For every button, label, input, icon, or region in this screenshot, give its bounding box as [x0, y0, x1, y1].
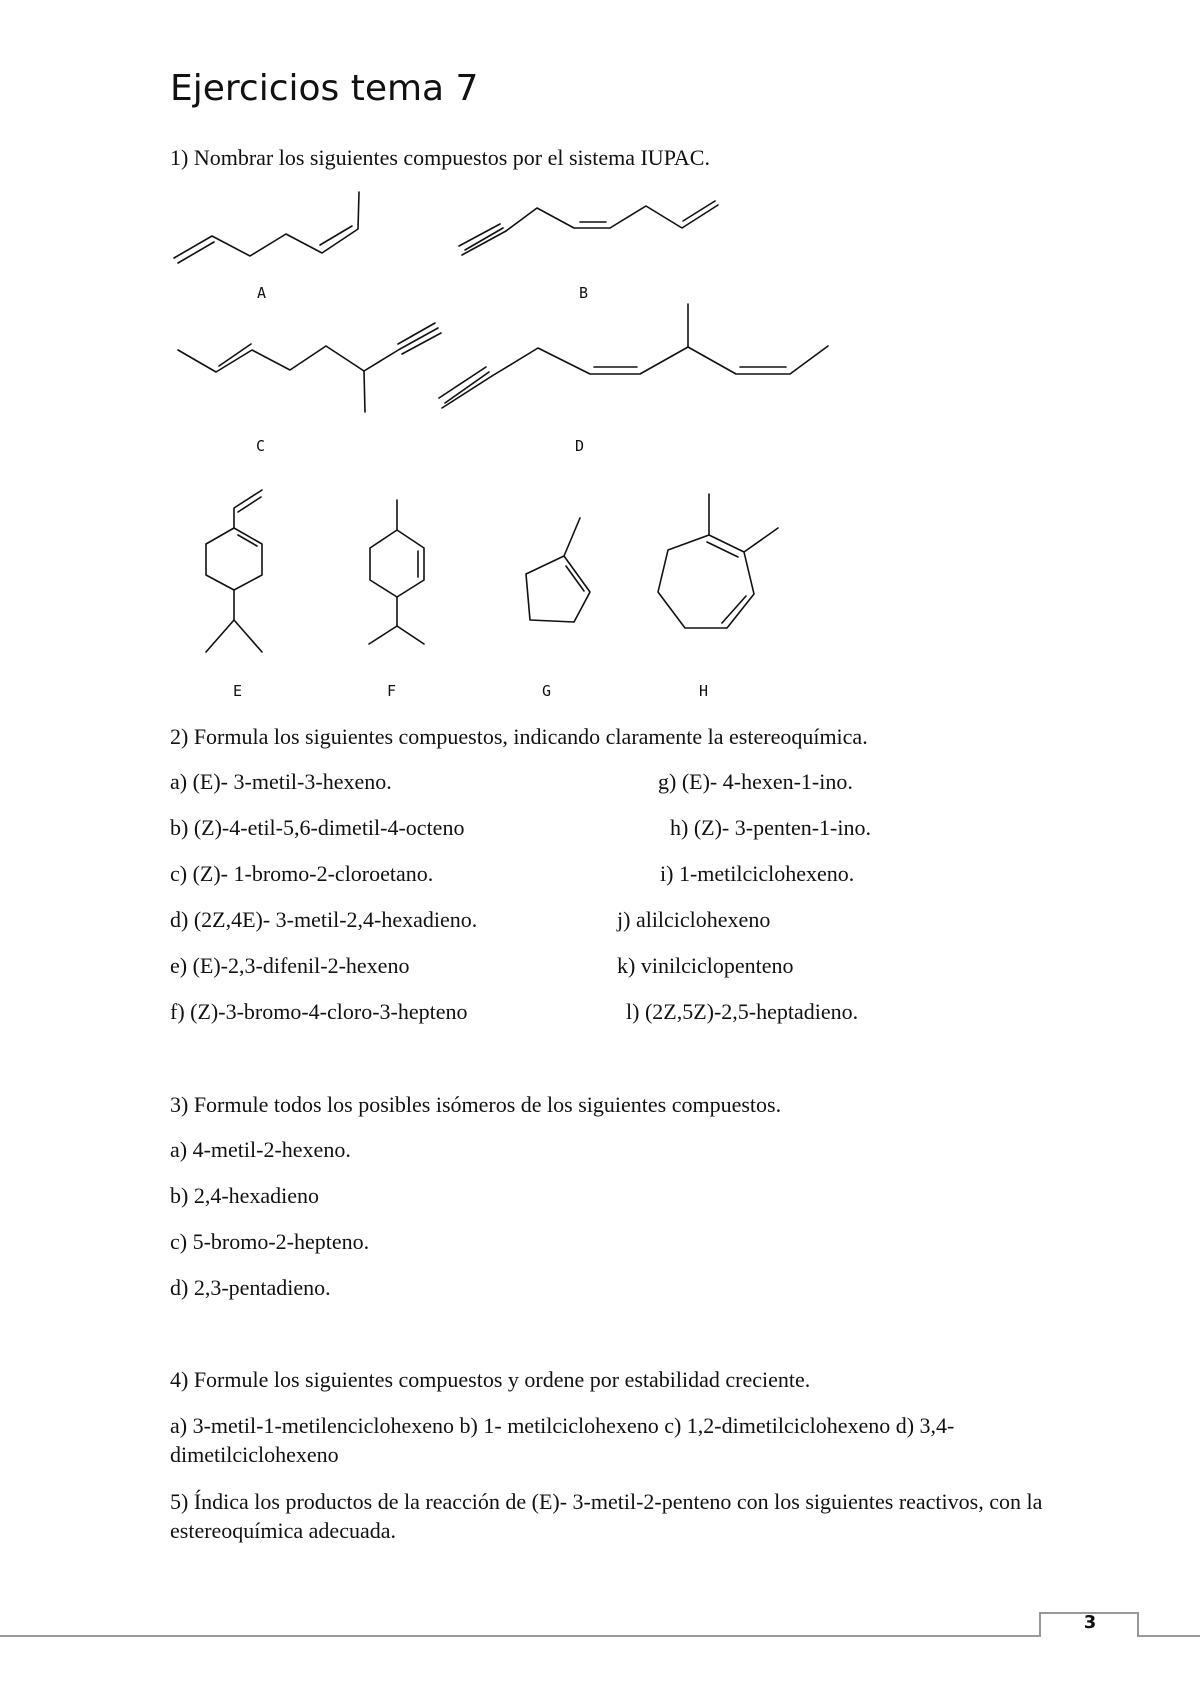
question-2-item: d) (2Z,4E)- 3-metil-2,4-hexadieno. — [170, 907, 478, 932]
question-2-item: a) (E)- 3-metil-3-hexeno. — [170, 769, 392, 794]
question-3-item: d) 2,3-pentadieno. — [170, 1275, 331, 1300]
page-title: Ejercicios tema 7 — [170, 68, 479, 109]
structure-label: D — [575, 437, 585, 455]
structure-label: H — [699, 682, 709, 700]
page-number: 3 — [1083, 1612, 1097, 1633]
question-5: 5) Índica los productos de la reacción de (E)- 3-metil-2-penteno con los siguientes reactivos, con la estereoquímica adecuada. — [170, 1489, 1043, 1543]
question-4: 4) Formule los siguientes compuestos y ordene por estabilidad creciente. — [170, 1367, 811, 1392]
question-2-item: c) (Z)- 1-bromo-2-cloroetano. — [170, 861, 434, 886]
question-3-item: a) 4-metil-2-hexeno. — [170, 1137, 351, 1162]
structure-label: A — [257, 284, 267, 302]
question-1: 1) Nombrar los siguientes compuestos por el sistema IUPAC. — [170, 145, 710, 170]
structure-label: F — [387, 682, 397, 700]
question-2-item: e) (E)-2,3-difenil-2-hexeno — [170, 953, 410, 978]
question-4-items: a) 3-metil-1-metilenciclohexeno b) 1- metilciclohexeno c) 1,2-dimetilciclohexeno d) 3,4-dimetilciclohexeno — [170, 1413, 955, 1467]
question-2-item: i) 1-metilciclohexeno. — [660, 861, 855, 886]
question-2-item: j) alilciclohexeno — [617, 907, 771, 932]
question-2-item: g) (E)- 4-hexen-1-ino. — [658, 769, 853, 794]
question-2-item: k) vinilciclopenteno — [617, 953, 794, 978]
structure-label: C — [256, 437, 266, 455]
question-2: 2) Formula los siguientes compuestos, indicando claramente la estereoquímica. — [170, 724, 868, 749]
structure-label: G — [542, 682, 552, 700]
structure-label: B — [579, 284, 589, 302]
question-3-item: c) 5-bromo-2-hepteno. — [170, 1229, 370, 1254]
question-2-item: f) (Z)-3-bromo-4-cloro-3-hepteno — [170, 999, 468, 1024]
question-3-item: b) 2,4-hexadieno — [170, 1183, 320, 1208]
question-2-item: h) (Z)- 3-penten-1-ino. — [670, 815, 871, 840]
question-2-item: l) (2Z,5Z)-2,5-heptadieno. — [626, 999, 859, 1024]
question-2-item: b) (Z)-4-etil-5,6-dimetil-4-octeno — [170, 815, 465, 840]
question-3: 3) Formule todos los posibles isómeros de los siguientes compuestos. — [170, 1092, 782, 1117]
structure-label: E — [233, 682, 243, 700]
